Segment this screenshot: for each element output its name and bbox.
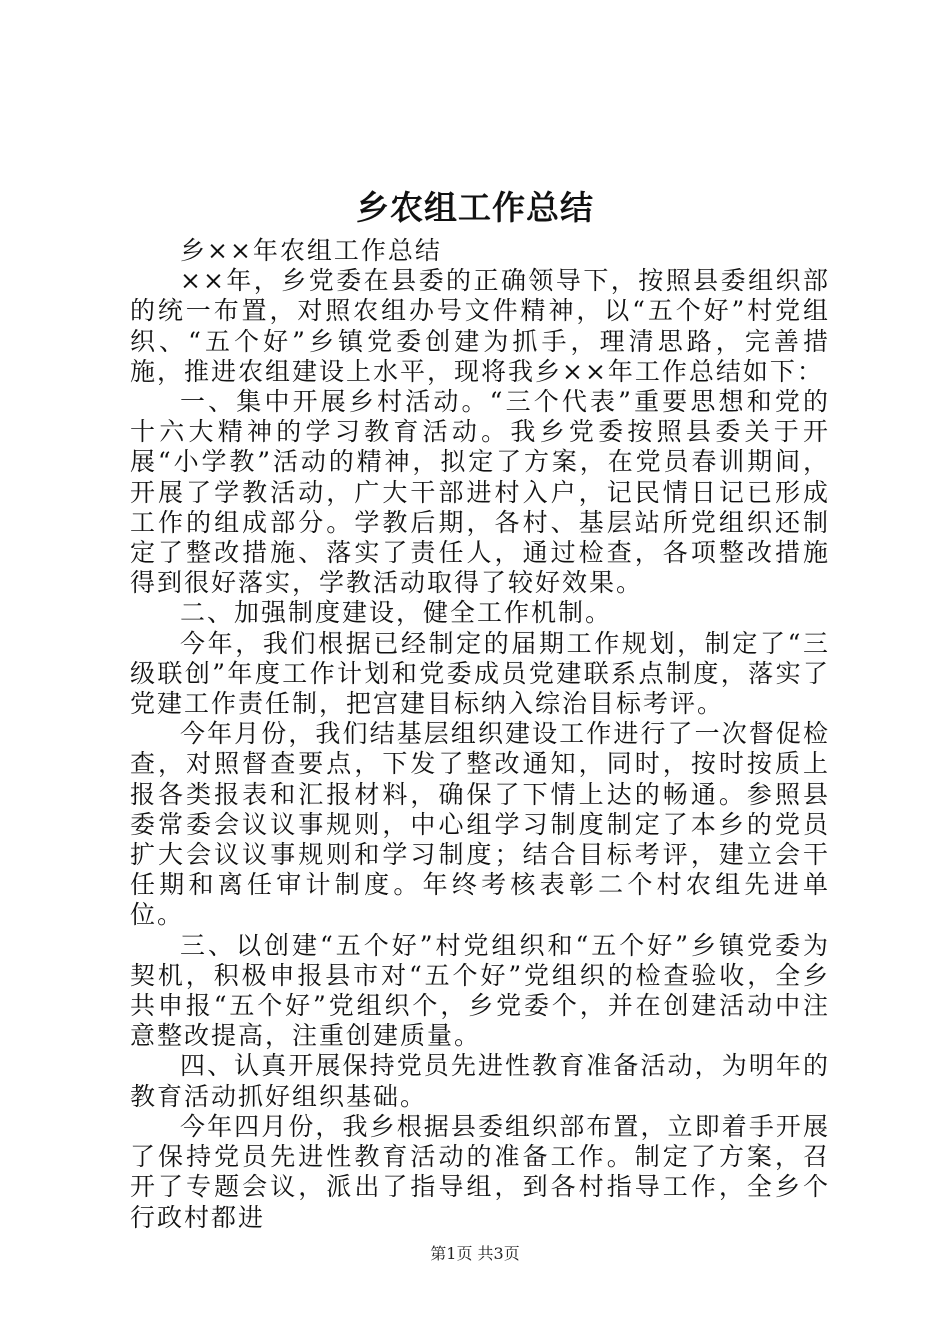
paragraph-section-2-heading: 二、加强制度建设，健全工作机制。 — [180, 598, 613, 628]
document-title: 乡农组工作总结 — [356, 188, 594, 227]
paragraph-section-4-body: 今年四月份，我乡根据县委组织部布置，立即着手开展了保持党员先进性教育活动的准备工作。制定了方案，召开了专题会议，派出了指导组，到各村指导工作，全乡个行政村都进 — [130, 1111, 830, 1232]
page-footer: 第1页 共3页 — [430, 1244, 520, 1263]
paragraph-intro: ××年，乡党委在县委的正确领导下，按照县委组织部的统一布置，对照农组办号文件精神，以“五个好”村党组织、“五个好”乡镇党委创建为抓手，理清思路，完善措施，推进农组建设上水平，现将我乡××年工作总结如下： — [130, 266, 830, 386]
paragraph-section-1: 一、集中开展乡村活动。“三个代表”重要思想和党的十六大精神的学习教育活动。我乡党委按照县委关于开展“小学教”活动的精神，拟定了方案，在党员春训期间，开展了学教活动，广大干部进村入户，记民情日记已形成工作的组成部分。学教后期，各村、基层站所党组织还制定了整改措施、落实了责任人，通过检查，各项整改措施得到很好落实，学教活动取得了较好效果。 — [130, 387, 830, 598]
paragraph-subtitle: 乡××年农组工作总结 — [180, 236, 442, 265]
paragraph-section-3: 三、以创建“五个好”村党组织和“五个好”乡镇党委为契机，积极申报县市对“五个好”党组织的检查验收，全乡共申报“五个好”党组织个，乡党委个，并在创建活动中注意整改提高，注重创建质量。 — [130, 930, 830, 1051]
document-body — [130, 236, 830, 1233]
paragraph-section-2-body-2: 今年月份，我们结基层组织建设工作进行了一次督促检查，对照督查要点，下发了整改通知，同时，按时按质上报各类报表和汇报材料，确保了下情上达的畅通。参照县委常委会议议事规则，中心组学习制度制定了本乡的党员扩大会议议事规则和学习制度；结合目标考评，建立会干任期和离任审计制度。年终考核表彰二个村农组先进单位。 — [130, 719, 830, 930]
paragraph-section-4-heading: 四、认真开展保持党员先进性教育准备活动，为明年的教育活动抓好组织基础。 — [130, 1051, 830, 1111]
paragraph-section-2-body-1: 今年，我们根据已经制定的届期工作规划，制定了“三级联创”年度工作计划和党委成员党建联系点制度，落实了党建工作责任制，把宫建目标纳入综治目标考评。 — [130, 628, 830, 719]
